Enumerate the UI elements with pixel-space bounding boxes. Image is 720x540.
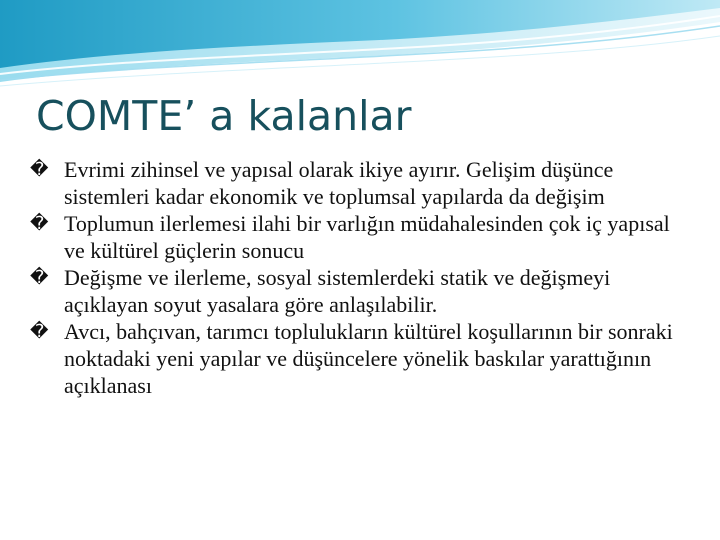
bullet-icon: � [30, 267, 49, 288]
bullet-item [30, 156, 690, 210]
slide-title: COMTE’ a kalanlar [36, 92, 412, 140]
bullet-icon: � [30, 159, 49, 180]
bullet-text: Değişme ve ilerleme, sosyal sistemlerdeki statik ve değişmeyi açıklayan soyut yasalara göre anlaşılabilir. [64, 265, 611, 317]
bullet-text: Avcı, bahçıvan, tarımcı toplulukların kültürel koşullarının bir sonraki noktadaki yeni yapılar ve düşüncelere yönelik baskılar yarattığının açıklanası [64, 319, 673, 398]
bullet-list [30, 156, 690, 399]
bullet-icon: � [30, 321, 49, 342]
bullet-item [30, 264, 690, 318]
bullet-text: Toplumun ilerlemesi ilahi bir varlığın müdahalesinden çok iç yapısal ve kültürel güçlerin sonucu [64, 211, 670, 263]
bullet-item [30, 318, 690, 399]
bullet-text: Evrimi zihinsel ve yapısal olarak ikiye ayırır. Gelişim düşünce sistemleri kadar ekonomik ve toplumsal yapılarda da değişim [64, 157, 614, 209]
bullet-icon: � [30, 213, 49, 234]
bullet-item [30, 210, 690, 264]
